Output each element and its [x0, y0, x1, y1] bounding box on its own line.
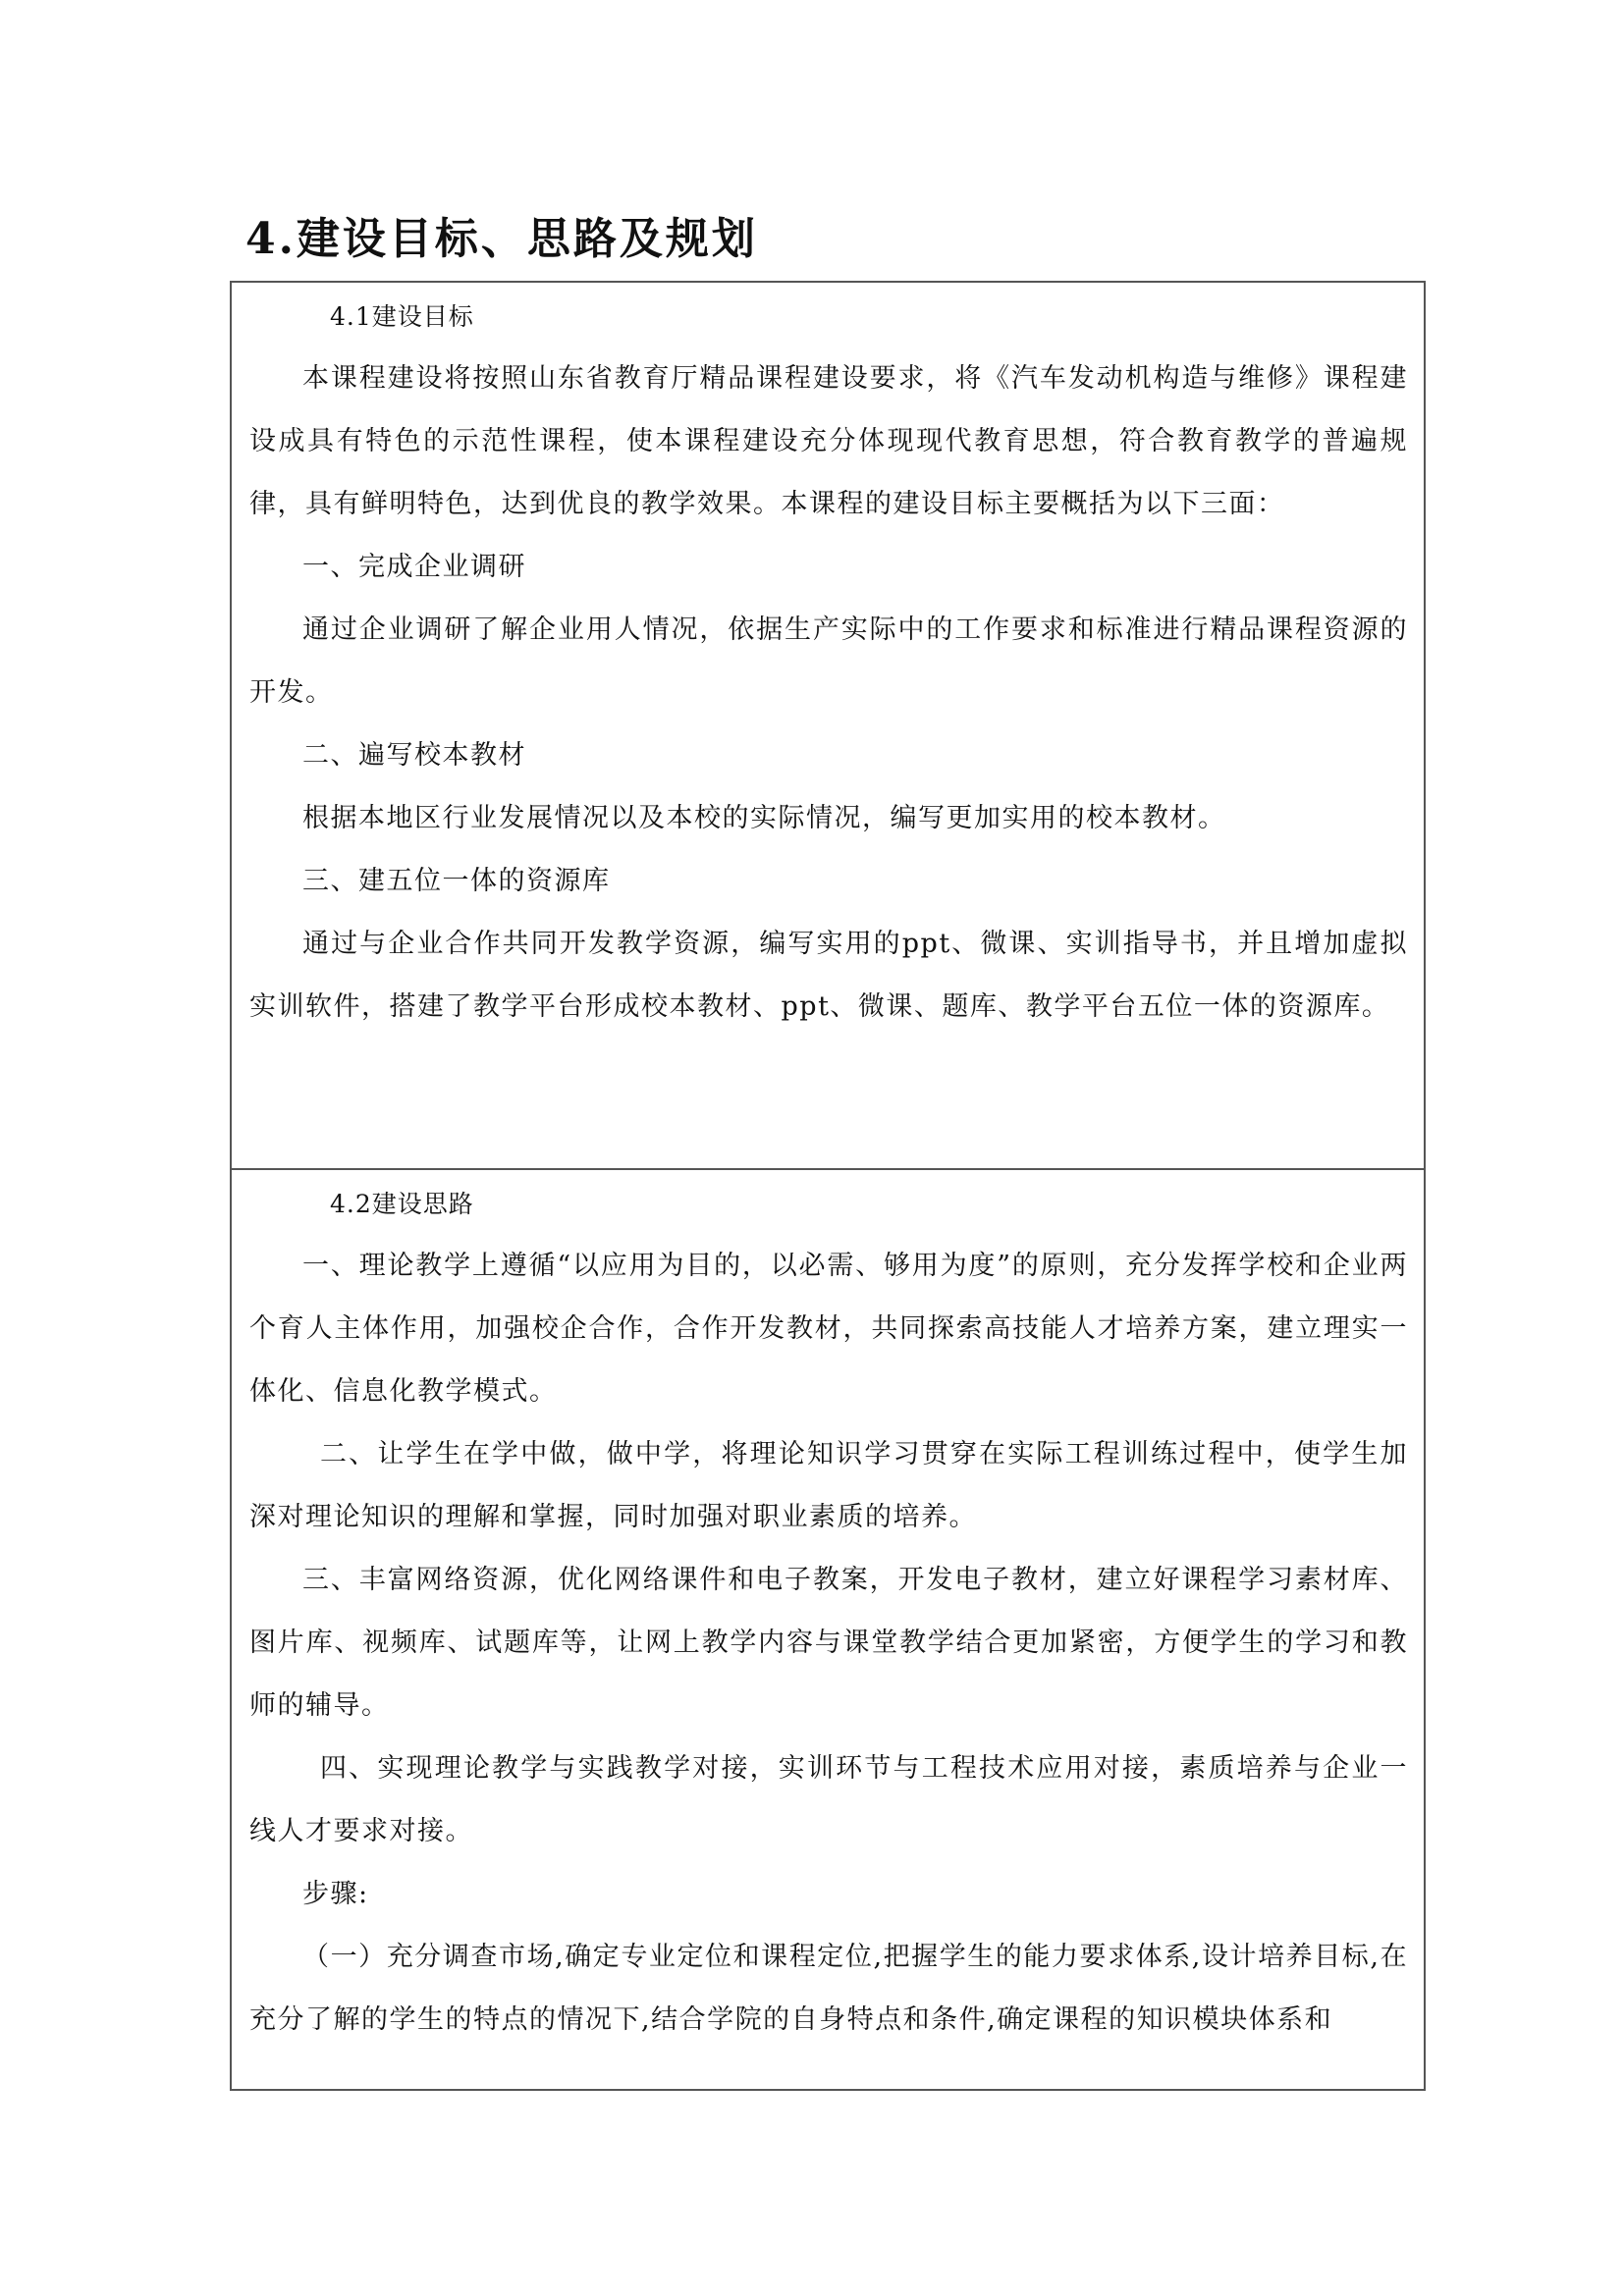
section-goals-box	[230, 281, 1426, 1170]
approach-point-2: 二、让学生在学中做，做中学，将理论知识学习贯穿在实际工程训练过程中，使学生加深对理论知识的理解和掌握，同时加强对职业素质的培养。	[249, 1439, 1408, 1532]
goals-item-2-text: 根据本地区行业发展情况以及本校的实际情况，编写更加实用的校本教材。	[302, 803, 1226, 833]
section-approach-box	[230, 1168, 1426, 2091]
approach-point-3: 三、丰富网络资源，优化网络课件和电子教案，开发电子教材，建立好课程学习素材库、图片库、视频库、试题库等，让网上教学内容与课堂教学结合更加紧密，方便学生的学习和教师的辅导。	[249, 1565, 1408, 1721]
goals-intro-paragraph: 本课程建设将按照山东省教育厅精品课程建设要求，将《汽车发动机构造与维修》课程建设成具有特色的示范性课程，使本课程建设充分体现现代教育思想，符合教育教学的普遍规律，具有鲜明特色，达到优良的教学效果。本课程的建设目标主要概括为以下三面：	[249, 363, 1408, 519]
section-goals-heading: 4.1建设目标	[330, 302, 474, 331]
goals-item-2-title: 二、遍写校本教材	[302, 740, 526, 771]
section-approach-heading: 4.2建设思路	[330, 1190, 474, 1218]
steps-label: 步骤:	[302, 1879, 369, 1909]
goals-item-3-title: 三、建五位一体的资源库	[302, 866, 611, 896]
approach-point-4: 四、实现理论教学与实践教学对接，实训环节与工程技术应用对接，素质培养与企业一线人才要求对接。	[249, 1753, 1408, 1846]
step-1-text: （一）充分调查市场,确定专业定位和课程定位,把握学生的能力要求体系,设计培养目标,在充分了解的学生的特点的情况下,结合学院的自身特点和条件,确定课程的知识模块体系和	[249, 1942, 1408, 2035]
section-goals-content	[249, 296, 1408, 1039]
page-title: 4.建设目标、思路及规划	[245, 214, 758, 264]
goals-item-1-title: 一、完成企业调研	[302, 552, 526, 582]
goals-item-1-text: 通过企业调研了解企业用人情况，依据生产实际中的工作要求和标准进行精品课程资源的开发。	[249, 614, 1408, 708]
approach-point-1: 一、理论教学上遵循“以应用为目的，以必需、够用为度”的原则，充分发挥学校和企业两个育人主体作用，加强校企合作，合作开发教材，共同探索高技能人才培养方案，建立理实一体化、信息化教学模式。	[249, 1251, 1408, 1407]
section-approach-content	[249, 1184, 1408, 2052]
goals-item-3-text: 通过与企业合作共同开发教学资源，编写实用的ppt、微课、实训指导书，并且增加虚拟实训软件，搭建了教学平台形成校本教材、ppt、微课、题库、教学平台五位一体的资源库。	[249, 929, 1408, 1022]
